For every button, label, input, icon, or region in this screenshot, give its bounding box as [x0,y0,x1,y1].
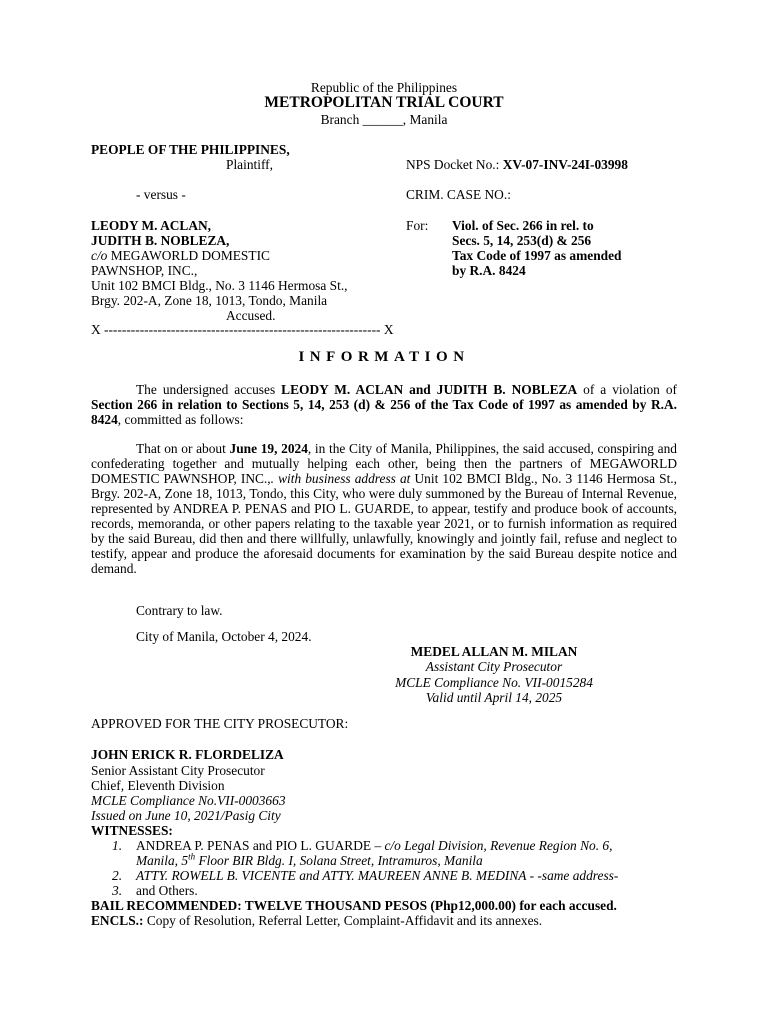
caption-separator: X -------------------------------------------------------------- X [91,322,394,337]
versus-label: - versus - [136,187,186,202]
intro-law: Section 266 in relation to Sections 5, 14, 253 (d) & 256 of the Tax Code of 1997 as amended by R.A. 8424 [91,397,677,427]
witness-1-superscript: th [188,851,196,862]
address-line-1: Unit 102 BMCI Bldg., No. 3 1146 Hermosa St., [91,278,348,293]
witness-item-1 [136,838,612,853]
prosecutor-title: Assistant City Prosecutor [425,659,563,674]
witness-1-address: c/o Legal Division, Revenue Region No. 6, [384,838,613,853]
charge-line-3: Tax Code of 1997 as amended [452,248,622,263]
nps-docket-value: XV-07-INV-24I-03998 [502,157,628,172]
nps-docket [406,157,628,172]
witness-1-address-2: Manila, 5 [136,853,189,868]
enclosures-line [91,913,542,928]
approver-name: JOHN ERICK R. FLORDELIZA [91,747,284,762]
address-line-2: Brgy. 202-A, Zone 18, 1013, Tondo, Manila [91,293,328,308]
intro-accused: LEODY M. ACLAN and JUDITH B. NOBLEZA [281,382,578,397]
approver-division: Chief, Eleventh Division [91,778,225,793]
witness-1-names: ANDREA P. PENAS and PIO L. GUARDE – [136,838,385,853]
document-title: INFORMATION [298,349,470,365]
city-date: City of Manila, October 4, 2024. [136,629,312,644]
intro-paragraph [91,382,677,427]
contrary-to-law: Contrary to law. [136,603,223,618]
witness-number-3: 3. [112,883,123,898]
witness-1-address-3: Floor BIR Bldg. I, Solana Street, Intramuros, Manila [195,853,483,868]
care-of-prefix: c/o [91,248,108,263]
witness-item-3: and Others. [136,883,198,898]
bail-label: BAIL RECOMMENDED: [91,898,242,913]
witness-number-1: 1. [112,838,123,853]
republic-heading: Republic of the Philippines [310,80,458,95]
care-of-name-2: PAWNSHOP, INC., [91,263,198,278]
crim-case-label: CRIM. CASE NO.: [406,187,511,202]
prosecutor-name: MEDEL ALLAN M. MILAN [410,644,578,659]
court-heading: METROPOLITAN TRIAL COURT [264,94,504,111]
witnesses-heading: WITNESSES: [91,823,173,838]
approver-title: Senior Assistant City Prosecutor [91,763,265,778]
care-of-line [91,248,270,263]
intro-text-3: , committed as follows: [117,412,244,427]
approver-issued: Issued on June 10, 2021/Pasig City [91,808,281,823]
body-text-2: , in the City of Manila, Philippines, the said accused, conspiring and confederating together and mutually helping each other, being then the partners of MEGAWORLD DOMESTIC PAWNSHOP, INC., [91,441,677,486]
body-text-3: Unit 102 BMCI Bldg., No. 3 1146 Hermosa St., Brgy. 202-A, Zone 18, 1013, Tondo, this City, who were duly summoned by the Bureau of Internal Revenue, represented by ANDREA P. PENAS and PIO L. GUARDE, to appear, testify and produce book of accounts, records, memoranda, or other papers relating to the taxable year 2021, or to furnish information as required by the said Bureau, did then and there willfully, unlawfully, knowingly and jointly fail, refuse and neglect to testify, appear and produce the aforesaid documents for examination by the said Bureau despite notice and demand. [91,471,677,576]
enclosures-label: ENCLS.: [91,913,144,928]
nps-docket-label: NPS Docket No.: [406,157,500,172]
plaintiff-label: Plaintiff, [226,157,273,172]
enclosures-text: Copy of Resolution, Referral Letter, Complaint-Affidavit and its annexes. [143,913,543,928]
charge-line-2: Secs. 5, 14, 253(d) & 256 [452,233,592,248]
body-date: June 19, 2024 [229,441,308,456]
accused-label: Accused. [226,308,276,323]
approver-mcle: MCLE Compliance No.VII-0003663 [91,793,286,808]
prosecutor-valid: Valid until April 14, 2025 [425,690,563,705]
body-address-label: . with business address at [270,471,411,486]
bail-text: TWELVE THOUSAND PESOS (Php12,000.00) for each accused. [241,898,617,913]
intro-text: The undersigned accuses [136,382,282,397]
accused-1: LEODY M. ACLAN, [91,218,212,233]
body-paragraph [91,441,677,576]
charge-line-1: Viol. of Sec. 266 in rel. to [452,218,594,233]
witness-item-2: ATTY. ROWELL B. VICENTE and ATTY. MAUREEN ANNE B. MEDINA - -same address- [136,868,619,883]
accused-2: JUDITH B. NOBLEZA, [91,233,230,248]
prosecutor-mcle: MCLE Compliance No. VII-0015284 [395,675,593,690]
care-of-name: MEGAWORLD DOMESTIC [110,248,270,263]
plaintiff-name: PEOPLE OF THE PHILIPPINES, [91,142,290,157]
body-text: That on or about [136,441,230,456]
witness-item-1-line-2 [136,853,483,868]
intro-text-2: of a violation of [577,382,677,397]
bail-line [91,898,617,913]
for-label: For: [406,218,429,233]
approved-heading: APPROVED FOR THE CITY PROSECUTOR: [91,716,349,731]
charge-line-4: by R.A. 8424 [452,263,526,278]
branch-line: Branch ______, Manila [320,112,448,127]
witness-number-2: 2. [112,868,123,883]
